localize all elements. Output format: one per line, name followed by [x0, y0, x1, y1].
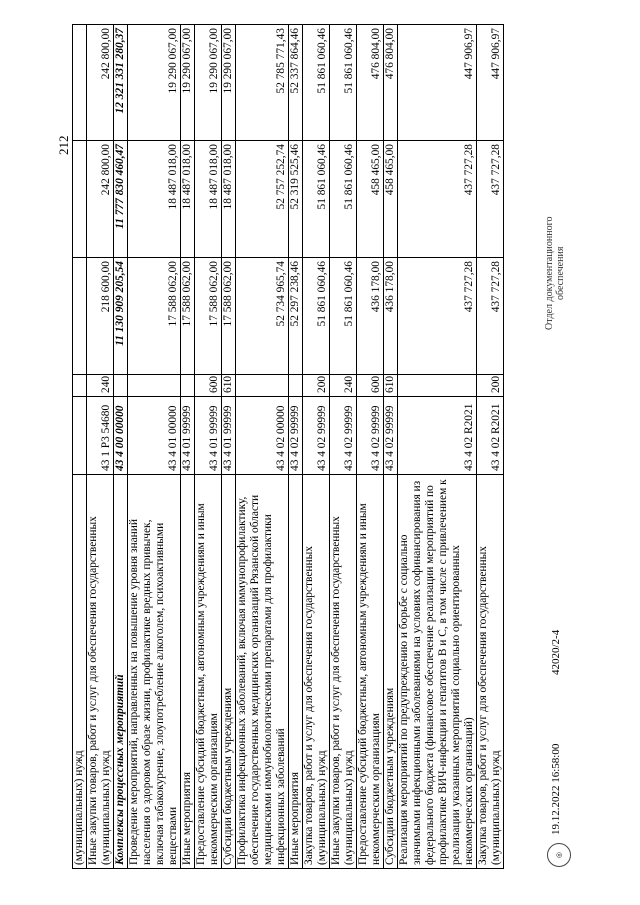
row-value-2024: 458 465,00: [357, 141, 384, 258]
row-value-2025: 19 290 067,00: [181, 25, 195, 141]
document-page: [50, 25, 590, 875]
table-row: [222, 25, 236, 869]
row-expense-kind: 610: [384, 375, 398, 397]
row-name: Проведение мероприятий, направленных на повышение уровня знаний населения о здоровом образе жизни, профилактике вредных привычек, включая табакокурение, злоупотребление алкоголем, психоактивными веществами: [128, 475, 181, 869]
row-code: 43 4 01 99999: [195, 397, 222, 475]
row-value-2025: 52 785 771,43: [236, 25, 289, 141]
table-row: [330, 25, 357, 869]
row-value-2025: 51 861 060,46: [303, 25, 330, 141]
stamp-line-1: Отдел документационного: [544, 216, 555, 330]
row-value-2025: 19 290 067,00: [222, 25, 236, 141]
row-code: 43 4 02 99999: [289, 397, 303, 475]
row-expense-kind: [181, 375, 195, 397]
row-value-2025: [73, 25, 87, 141]
row-code: 43 4 02 99999: [303, 397, 330, 475]
row-value-2024: [73, 141, 87, 258]
page-number: 212: [56, 135, 71, 155]
table-row: [236, 25, 289, 869]
row-expense-kind: 600: [195, 375, 222, 397]
row-name: Иные мероприятия: [289, 475, 303, 869]
row-value-2024: 18 487 018,00: [222, 141, 236, 258]
row-value-2023: 436 178,00: [357, 258, 384, 375]
table-row: [128, 25, 181, 869]
row-value-2023: 51 861 060,46: [330, 258, 357, 375]
row-code: [73, 397, 87, 475]
row-expense-kind: 610: [222, 375, 236, 397]
table-row: [195, 25, 222, 869]
row-value-2025: 476 804,00: [357, 25, 384, 141]
row-value-2023: 17 588 062,00: [128, 258, 181, 375]
row-code: 43 4 01 99999: [181, 397, 195, 475]
row-value-2024: 18 487 018,00: [128, 141, 181, 258]
row-value-2024: 437 727,28: [398, 141, 477, 258]
row-value-2025: 447 906,97: [398, 25, 477, 141]
table-row: [181, 25, 195, 869]
row-value-2023: 11 130 909 205,54: [114, 258, 128, 375]
row-code: 43 4 00 00000: [114, 397, 128, 475]
row-value-2025: 52 337 864,46: [289, 25, 303, 141]
row-expense-kind: [398, 375, 477, 397]
row-value-2024: 437 727,28: [477, 141, 504, 258]
footer-datetime: 19.12.2022 16:58:00: [550, 743, 562, 835]
row-code: 43 1 Р3 54680: [87, 397, 114, 475]
row-value-2023: 437 727,28: [398, 258, 477, 375]
stamp-line-2: обеспечения: [555, 246, 566, 300]
row-expense-kind: 600: [357, 375, 384, 397]
row-value-2023: 52 297 238,46: [289, 258, 303, 375]
row-name: Иные закупки товаров, работ и услуг для обеспечения государственных (муниципальных) нужд: [87, 475, 114, 869]
row-value-2023: 218 600,00: [87, 258, 114, 375]
row-expense-kind: 240: [330, 375, 357, 397]
row-name: Закупка товаров, работ и услуг для обеспечения государственных (муниципальных) нужд: [477, 475, 504, 869]
row-name: Предоставление субсидий бюджетным, автономным учреждениям и иным некоммерческим организациям: [357, 475, 384, 869]
row-value-2024: 11 777 830 460,47: [114, 141, 128, 258]
row-value-2024: 18 487 018,00: [181, 141, 195, 258]
row-name: Предоставление субсидий бюджетным, автономным учреждениям и иным некоммерческим организациям: [195, 475, 222, 869]
budget-table: [72, 24, 504, 869]
table-row: [477, 25, 504, 869]
row-expense-kind: [236, 375, 289, 397]
row-value-2025: 19 290 067,00: [195, 25, 222, 141]
row-value-2025: 447 906,97: [477, 25, 504, 141]
row-name: Иные закупки товаров, работ и услуг для обеспечения государственных (муниципальных) нужд: [330, 475, 357, 869]
row-value-2024: 51 861 060,46: [330, 141, 357, 258]
footer-doc-id: 42020/2-4: [550, 629, 562, 675]
row-value-2023: 17 588 062,00: [222, 258, 236, 375]
row-value-2023: 52 734 965,74: [236, 258, 289, 375]
row-code: 43 4 02 R2021: [398, 397, 477, 475]
row-code: 43 4 01 99999: [222, 397, 236, 475]
row-value-2024: 52 757 252,74: [236, 141, 289, 258]
row-code: 43 4 01 00000: [128, 397, 181, 475]
row-value-2023: 51 861 060,46: [303, 258, 330, 375]
table-row: [303, 25, 330, 869]
row-value-2025: 12 321 331 280,37: [114, 25, 128, 141]
row-name: Профилактика инфекционных заболеваний, включая иммунопрофилактику, обеспечение государственных медицинских организаций Рязанской области медицинскими иммунобиологическими препаратами для профилактики инфекционных заболеваний: [236, 475, 289, 869]
row-name: (муниципальных) нужд: [73, 475, 87, 869]
row-name: Иные мероприятия: [181, 475, 195, 869]
row-name: Реализация мероприятий по предупреждению и борьбе с социально значимыми инфекционными заболеваниями на условиях софинансирования из федерального бюджета (финансовое обеспечение реализации мероприятий по профилактике ВИЧ-инфекции и гепатитов В и С, в том числе с привлечением к реализации указанных мероприятий социально ориентированных некоммерческих организаций): [398, 475, 477, 869]
row-value-2024: 51 861 060,46: [303, 141, 330, 258]
row-value-2023: 17 588 062,00: [195, 258, 222, 375]
row-expense-kind: 240: [87, 375, 114, 397]
department-stamp: [544, 217, 566, 330]
table-row: [114, 25, 128, 869]
row-code: 43 4 02 99999: [330, 397, 357, 475]
row-value-2025: 476 804,00: [384, 25, 398, 141]
row-name: Закупка товаров, работ и услуг для обеспечения государственных (муниципальных) нужд: [303, 475, 330, 869]
row-expense-kind: 200: [303, 375, 330, 397]
row-value-2023: [73, 258, 87, 375]
row-code: 43 4 02 99999: [357, 397, 384, 475]
emblem-icon: ◎: [547, 843, 571, 867]
row-value-2023: 437 727,28: [477, 258, 504, 375]
table-row: [357, 25, 384, 869]
row-expense-kind: 200: [477, 375, 504, 397]
row-value-2024: 242 800,00: [87, 141, 114, 258]
row-value-2023: 17 588 062,00: [181, 258, 195, 375]
row-value-2024: 18 487 018,00: [195, 141, 222, 258]
table-row: [384, 25, 398, 869]
row-value-2025: 19 290 067,00: [128, 25, 181, 141]
row-value-2023: 436 178,00: [384, 258, 398, 375]
row-expense-kind: [128, 375, 181, 397]
table-row: [73, 25, 87, 869]
row-code: 43 4 02 99999: [384, 397, 398, 475]
row-code: 43 4 02 R2021: [477, 397, 504, 475]
budget-table-body: [73, 25, 504, 869]
table-row: [289, 25, 303, 869]
table-row: [87, 25, 114, 869]
row-code: 43 4 02 00000: [236, 397, 289, 475]
row-value-2025: 242 800,00: [87, 25, 114, 141]
row-name: Субсидии бюджетным учреждениям: [384, 475, 398, 869]
row-name: Комплексы процессных мероприятий: [114, 475, 128, 869]
table-row: [398, 25, 477, 869]
row-expense-kind: [73, 375, 87, 397]
row-expense-kind: [289, 375, 303, 397]
row-expense-kind: [114, 375, 128, 397]
row-value-2024: 52 319 525,46: [289, 141, 303, 258]
row-name: Субсидии бюджетным учреждениям: [222, 475, 236, 869]
row-value-2025: 51 861 060,46: [330, 25, 357, 141]
row-value-2024: 458 465,00: [384, 141, 398, 258]
